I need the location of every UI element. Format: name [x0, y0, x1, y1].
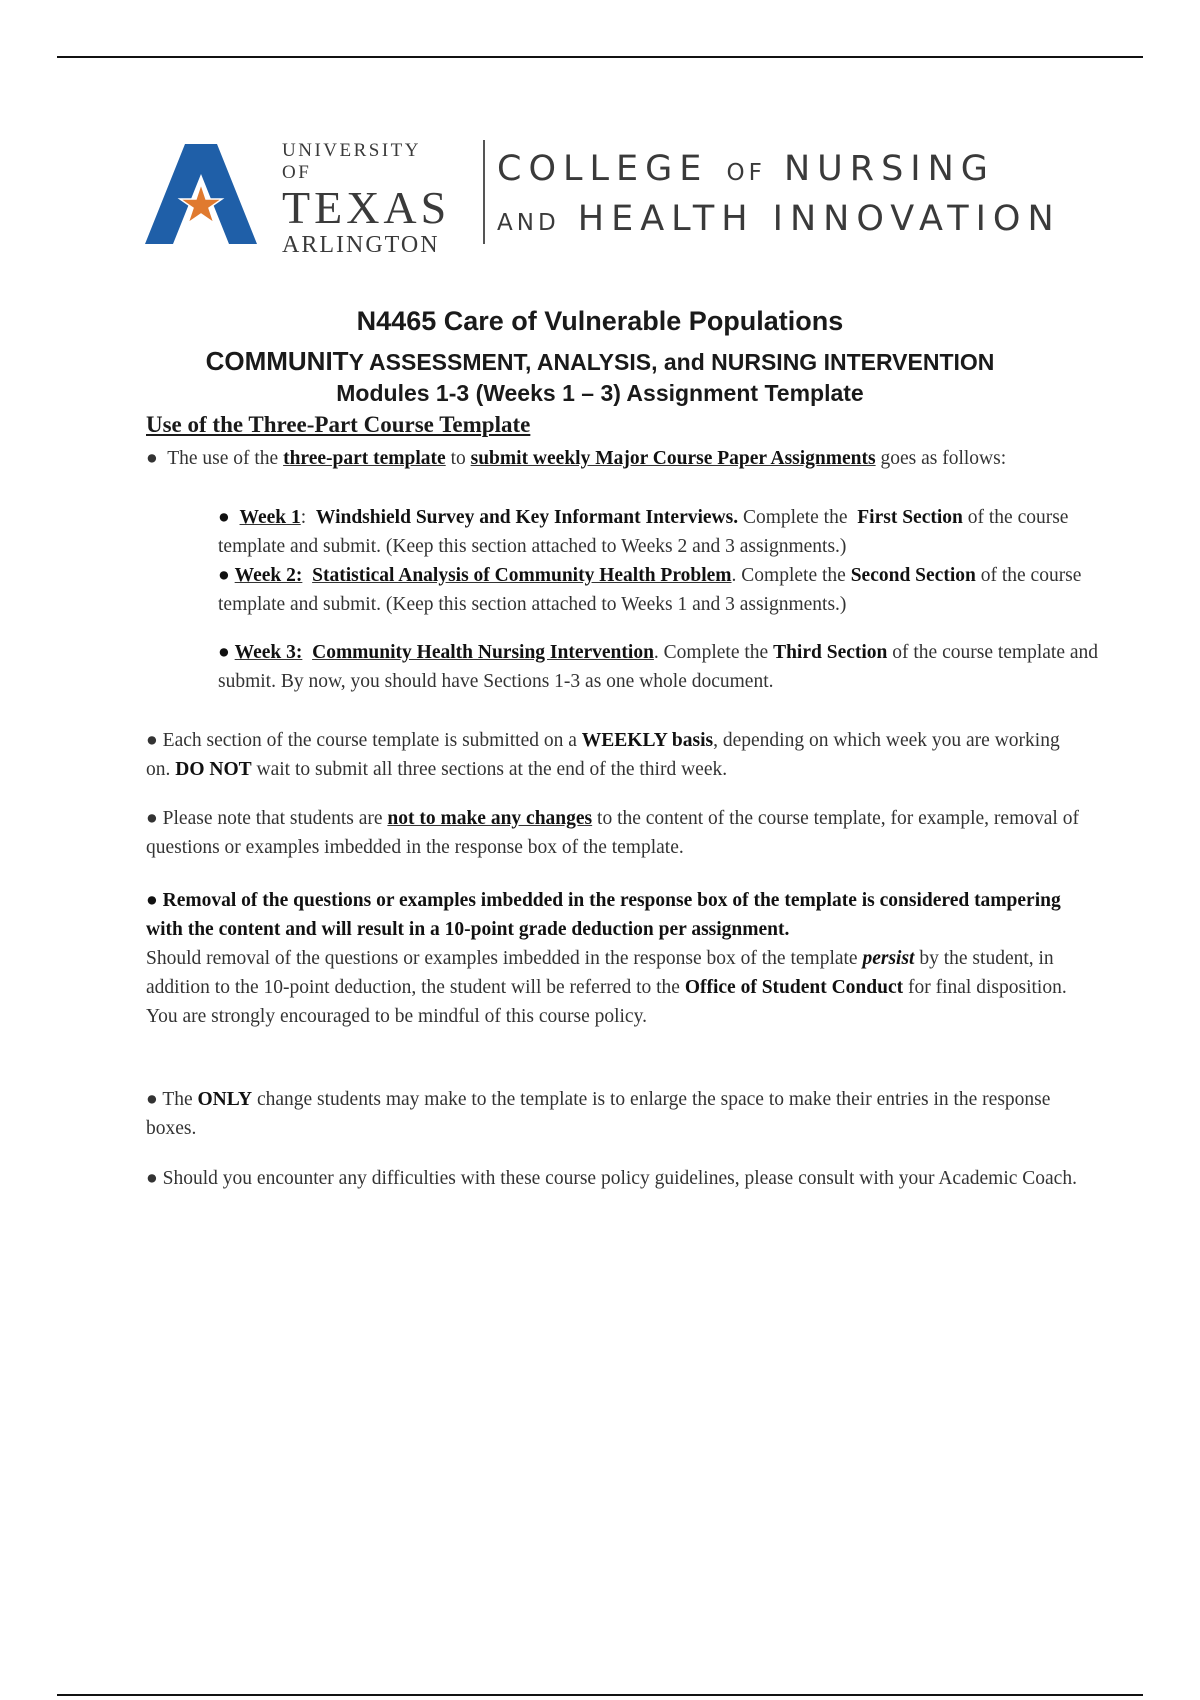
only-text-1: The: [162, 1089, 198, 1110]
and-word: AND: [497, 210, 560, 236]
week-3-item: ● Week 3: Community Health Nursing Intervention. Complete the Third Section of the course template and submit. By now, you should have Sections 1-3 as one whole document.: [218, 642, 1099, 692]
removal-text-2: by the student, in addition to the 10-point deduction, the student will be referred to the: [146, 948, 1054, 998]
persist-text: persist: [862, 948, 915, 969]
subtitle-rest-part: Y ASSESSMENT, ANALYSIS, and NURSING INTERVENTION: [348, 349, 995, 375]
changes-text-2: to the content of the course template, for example, removal of questions or examples imbedded in the response box of the template.: [146, 808, 1079, 858]
health-innovation-word: HEALTH INNOVATION: [577, 199, 1061, 239]
office-student-conduct-text: Office of Student Conduct: [684, 977, 904, 998]
week-3-label: Week 3:: [234, 642, 303, 663]
week-1-item: ● Week 1: Windshield Survey and Key Informant Interviews. Complete the First Section of the course template and submit. (Keep this section attached to Weeks 2 and 3 assignments.): [218, 507, 1069, 557]
week-2-text-2: of the course template and submit. (Keep this section attached to Weeks 1 and 3 assignments.): [218, 565, 1082, 615]
logo-divider: [483, 140, 485, 244]
week-3-text-2: of the course template and submit. By now, you should have Sections 1-3 as one whole document.: [218, 642, 1099, 692]
removal-paragraph: ● Removal of the questions or examples imbedded in the response box of the template is considered tampering with the content and will result in a 10-point grade deduction per assignment. Should removal of the questions or examples imbedded in the response box of the template persist by the student, in addition to the 10-point deduction, the student will be referred to the Office of Student Conduct for final disposition. You are strongly encouraged to be mindful of this course policy.: [146, 890, 1067, 1027]
consult-paragraph: ● Should you encounter any difficulties with these course policy guidelines, please consult with your Academic Coach.: [146, 1168, 1077, 1189]
consult-text: Should you encounter any difficulties with these course policy guidelines, please consult with your Academic Coach.: [162, 1168, 1077, 1189]
submit-weekly-text: submit weekly Major Course Paper Assignments: [470, 448, 876, 469]
assignment-subtitle: [0, 346, 1200, 377]
uta-a-star-icon: [145, 144, 257, 244]
university-of-text: UNIVERSITY OF: [282, 140, 421, 183]
weekly-text-3: wait to submit all three sections at the end of the third week.: [251, 759, 728, 780]
do-not-text: DO NOT: [175, 759, 252, 780]
weekly-text-2: , depending on which week you are working on.: [146, 730, 1060, 780]
not-to-make-changes-text: not to make any changes: [387, 808, 593, 829]
of-word: OF: [726, 160, 766, 186]
weekly-text-1: Each section of the course template is submitted on a: [162, 730, 582, 751]
top-rule: [57, 56, 1143, 58]
week-1-text-1: Complete the: [738, 507, 853, 528]
week-1-section: First Section: [857, 507, 963, 528]
week-1-title: Windshield Survey and Key Informant Interviews.: [315, 507, 739, 528]
only-change-paragraph: ● The ONLY change students may make to the template is to enlarge the space to make their entries in the response boxes.: [146, 1089, 1051, 1139]
week-1-text-2: of the course template and submit. (Keep this section attached to Weeks 2 and 3 assignments.): [218, 507, 1069, 557]
bottom-rule: [57, 1694, 1143, 1696]
week-3-text-1: . Complete the: [653, 642, 774, 663]
only-bold-text: ONLY: [197, 1089, 253, 1110]
modules-heading: Modules 1-3 (Weeks 1 – 3) Assignment Template: [336, 380, 864, 406]
week-2-label: Week 2:: [234, 565, 303, 586]
week-2-title: Statistical Analysis of Community Health Problem: [312, 565, 732, 586]
subtitle-big-part: COMMUNIT: [205, 346, 349, 376]
removal-bold-text: Removal of the questions or examples imbedded in the response box of the template is considered tampering with the content and will result in a 10-point grade deduction per assignment.: [146, 890, 1061, 940]
week-3-section: Third Section: [773, 642, 888, 663]
week-1-sep: :: [300, 507, 307, 528]
weekly-basis-text: WEEKLY basis: [581, 730, 714, 751]
weekly-basis-paragraph: ● Each section of the course template is submitted on a WEEKLY basis, depending on which week you are working on. DO NOT wait to submit all three sections at the end of the third week.: [146, 730, 1060, 780]
week-3-title: Community Health Nursing Intervention: [312, 642, 654, 663]
changes-text-1: Please note that students are: [162, 808, 388, 829]
college-wordmark: [497, 146, 1061, 246]
course-title: N4465 Care of Vulnerable Populations: [356, 306, 844, 336]
intro-text-3: goes as follows:: [875, 448, 1007, 469]
removal-text-1: Should removal of the questions or examples imbedded in the response box of the template: [146, 948, 863, 969]
no-changes-paragraph: ● Please note that students are not to make any changes to the content of the course template, for example, removal of questions or examples imbedded in the response box of the template.: [146, 808, 1079, 858]
bullet: ●: [146, 448, 158, 469]
three-part-template-text: three-part template: [283, 448, 446, 469]
intro-text-2: to: [445, 448, 471, 469]
week-2-item: ● Week 2: Statistical Analysis of Community Health Problem. Complete the Second Section of the course template and submit. (Keep this section attached to Weeks 1 and 3 assignments.): [218, 565, 1082, 615]
intro-text-1: The use of the: [167, 448, 284, 469]
section-title: Use of the Three-Part Course Template: [146, 412, 531, 437]
week-1-label: Week 1: [239, 507, 301, 528]
only-text-2: change students may make to the template is to enlarge the space to make their entries in the response boxes.: [146, 1089, 1051, 1139]
nursing-word: NURSING: [783, 149, 995, 189]
arlington-text: ARLINGTON: [282, 232, 440, 258]
week-2-section: Second Section: [850, 565, 976, 586]
texas-text: TEXAS: [282, 182, 451, 233]
week-2-text-1: . Complete the: [731, 565, 851, 586]
college-word: COLLEGE: [497, 149, 709, 189]
intro-paragraph: [146, 444, 1086, 473]
university-wordmark: [282, 140, 452, 258]
uta-logo: [145, 140, 1085, 258]
removal-text-3: for final disposition. You are strongly encouraged to be mindful of this course policy.: [146, 977, 1067, 1027]
